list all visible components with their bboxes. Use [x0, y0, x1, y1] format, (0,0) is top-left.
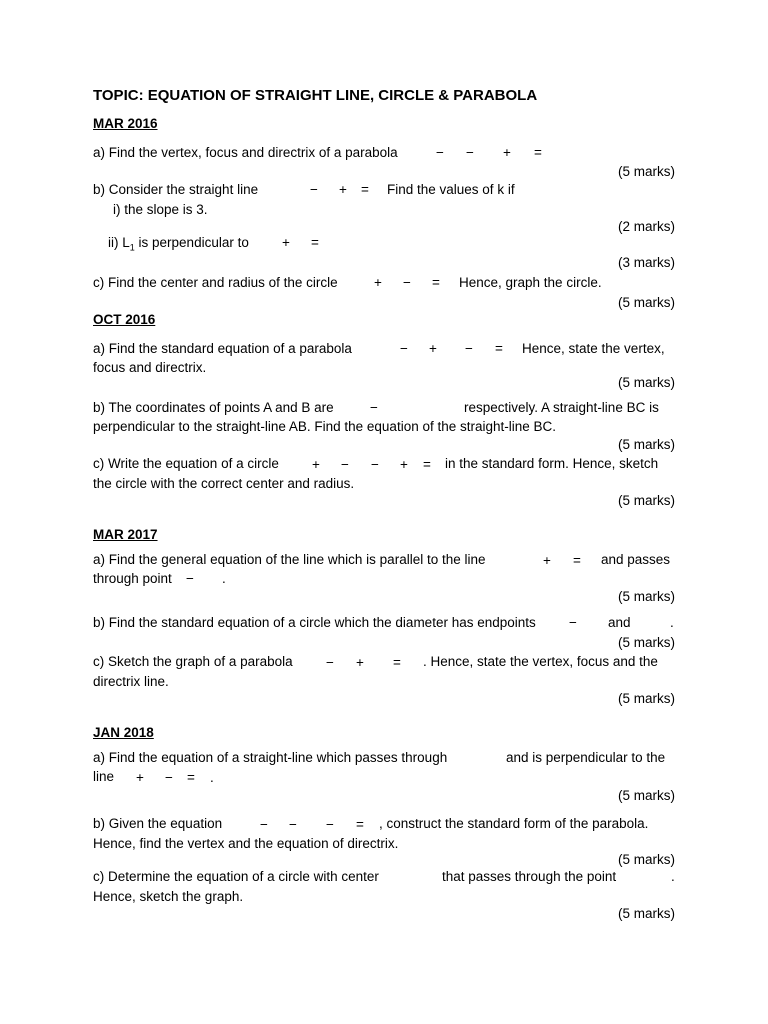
question-text: Hence, find the vertex and the equation of directrix. [93, 836, 399, 851]
math-operator: = [432, 275, 440, 290]
question-text: Hence, state the vertex, [522, 341, 665, 356]
question-text: c) Sketch the graph of a parabola [93, 654, 293, 669]
question-text: and [608, 615, 631, 630]
question-text: a) Find the standard equation of a parabola [93, 341, 352, 356]
math-operator: + [356, 655, 364, 670]
question-text: perpendicular to the straight-line AB. Find the equation of the straight-line BC. [93, 419, 557, 434]
marks-label: (5 marks) [618, 589, 675, 604]
math-operator: − [326, 817, 334, 832]
math-operator: − [326, 655, 334, 670]
math-operator: − [569, 615, 577, 630]
section-heading-oct-2016: OCT 2016 [93, 312, 156, 327]
math-operator: + [339, 182, 347, 197]
math-operator: − [371, 457, 379, 472]
marks-label: (5 marks) [618, 852, 675, 867]
question-text: b) Find the standard equation of a circle which the diameter has endpoints [93, 615, 536, 630]
math-operator: − [466, 145, 474, 160]
math-operator: − [186, 571, 194, 586]
question-text: in the standard form. Hence, sketch [445, 456, 659, 471]
section-heading-jan-2018: JAN 2018 [93, 725, 154, 740]
question-text: focus and directrix. [93, 360, 207, 375]
math-operator: = [356, 817, 364, 832]
question-text: Hence, sketch the graph. [93, 889, 244, 904]
marks-label: (5 marks) [618, 493, 675, 508]
math-operator: − [310, 182, 318, 197]
question-text: c) Find the center and radius of the circle [93, 275, 338, 290]
punctuation: . [210, 770, 214, 785]
math-operator: = [423, 457, 431, 472]
math-operator: = [361, 182, 369, 197]
math-operator: + [400, 457, 408, 472]
question-text: line [93, 769, 115, 784]
marks-label: (5 marks) [618, 906, 675, 921]
math-operator: − [465, 341, 473, 356]
marks-label: (5 marks) [618, 295, 675, 310]
marks-label: (5 marks) [618, 788, 675, 803]
math-operator: = [393, 655, 401, 670]
math-operator: + [136, 770, 144, 785]
section-heading-mar-2017: MAR 2017 [93, 527, 158, 542]
math-operator: − [165, 770, 173, 785]
math-operator: + [282, 235, 290, 250]
math-operator: − [400, 341, 408, 356]
marks-label: (3 marks) [618, 255, 675, 270]
math-operator: + [312, 457, 320, 472]
math-operator: − [289, 817, 297, 832]
math-operator: + [429, 341, 437, 356]
question-text: through point [93, 571, 172, 586]
sub-question-ii: ii) $L_1$ is perpendicular to [108, 235, 249, 253]
math-operator: − [436, 145, 444, 160]
math-operator: = [573, 553, 581, 568]
marks-label: (5 marks) [618, 164, 675, 179]
question-text: , construct the standard form of the parabola. [379, 816, 649, 831]
math-operator: + [374, 275, 382, 290]
question-text: respectively. A straight-line BC is [464, 400, 659, 415]
question-text: a) Find the general equation of the line which is parallel to the line [93, 552, 486, 567]
question-text: c) Determine the equation of a circle with center [93, 869, 379, 884]
marks-label: (5 marks) [618, 375, 675, 390]
math-operator: − [403, 275, 411, 290]
punctuation: . [222, 571, 226, 586]
question-text: that passes through the point [442, 869, 617, 884]
math-operator: = [534, 145, 542, 160]
math-operator: = [187, 770, 195, 785]
question-text: Find the values of k if [387, 182, 515, 197]
question-text: and is perpendicular to the [506, 750, 666, 765]
section-heading-mar-2016: MAR 2016 [93, 116, 158, 131]
marks-label: (5 marks) [618, 691, 675, 706]
punctuation: . [670, 615, 674, 630]
math-operator: − [341, 457, 349, 472]
marks-label: (5 marks) [618, 437, 675, 452]
math-operator: − [370, 400, 378, 415]
question-text: and passes [601, 552, 671, 567]
question-text: directrix line. [93, 674, 169, 689]
question-text: c) Write the equation of a circle [93, 456, 279, 471]
question-text: a) Find the vertex, focus and directrix of a parabola [93, 145, 398, 160]
math-operator: = [311, 235, 319, 250]
punctuation: . [671, 869, 675, 884]
math-operator: − [260, 817, 268, 832]
marks-label: (5 marks) [618, 635, 675, 650]
question-text: the circle with the correct center and radius. [93, 476, 355, 491]
question-text: b) Consider the straight line [93, 182, 259, 197]
marks-label: (2 marks) [618, 219, 675, 234]
question-text: b) The coordinates of points A and B are [93, 400, 334, 415]
sub-question-i: i) the slope is 3. [113, 202, 208, 217]
math-operator: = [495, 341, 503, 356]
question-text: a) Find the equation of a straight-line which passes through [93, 750, 448, 765]
question-text: b) Given the equation [93, 816, 223, 831]
math-operator: + [543, 553, 551, 568]
question-text: . Hence, state the vertex, focus and the [423, 654, 658, 669]
question-text: Hence, graph the circle. [459, 275, 602, 290]
page-title: TOPIC: EQUATION OF STRAIGHT LINE, CIRCLE & PARABOLA [93, 87, 538, 104]
math-operator: + [503, 145, 511, 160]
